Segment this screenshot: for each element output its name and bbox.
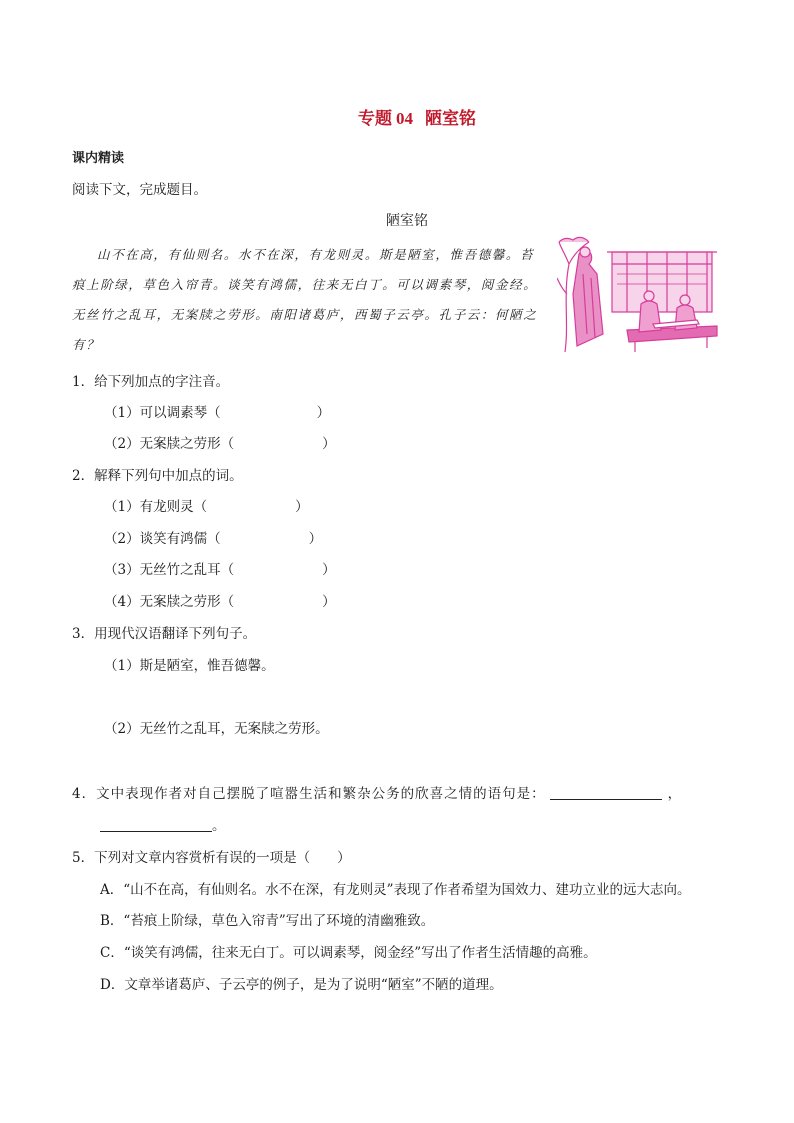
question-2-item-2: （2）谈笑有鸿儒（ ） <box>104 531 323 547</box>
title-name: 陋室铭 <box>425 109 476 129</box>
question-2-item-4: （4）无案牍之劳形（ ） <box>104 594 336 610</box>
question-4-continuation: 。 <box>100 814 226 834</box>
answer-blank-2[interactable] <box>100 817 212 832</box>
question-3-item-1: （1）斯是陋室，惟吾德馨。 <box>104 658 275 674</box>
question-1-stem: 1．给下列加点的字注音。 <box>72 374 230 390</box>
page-title <box>0 104 794 129</box>
question-5-option-a: A．“山不在高，有仙则名。水不在深，有龙则灵”表现了作者希望为国效力、建功立业的远大志向。 <box>100 882 691 898</box>
question-5-stem: 5．下列对文章内容赏析有误的一项是（ ） <box>72 850 351 866</box>
question-4-stem: 4．文中表现作者对自己摆脱了喧嚣生活和繁杂公务的欣喜之情的语句是： ， <box>72 786 683 802</box>
question-1-item-2: （2）无案牍之劳形（ ） <box>104 436 336 452</box>
question-2-item-3: （3）无丝竹之乱耳（ ） <box>104 562 336 578</box>
section-heading: 课内精读 <box>72 151 125 166</box>
question-5-option-b: B．“苔痕上阶绿，草色入帘青”写出了环境的清幽雅致。 <box>100 913 435 929</box>
question-5-option-d: D．文章举诸葛庐、子云亭的例子，是为了说明“陋室”不陋的道理。 <box>100 977 503 993</box>
question-3-item-2: （2）无丝竹之乱耳，无案牍之劳形。 <box>104 721 329 737</box>
passage-title: 陋室铭 <box>386 213 428 229</box>
title-prefix: 专题 <box>358 109 392 129</box>
question-3-stem: 3．用现代汉语翻译下列句子。 <box>72 626 257 642</box>
question-2-stem: 2．解释下列句中加点的词。 <box>72 468 243 484</box>
question-2-item-1: （1）有龙则灵（ ） <box>104 499 309 515</box>
instruction: 阅读下文，完成题目。 <box>72 182 207 198</box>
question-5-option-c: C．“谈笑有鸿儒，往来无白丁。可以调素琴，阅金经”写出了作者生活情趣的高雅。 <box>100 945 597 961</box>
illustration-scholar-image <box>557 234 719 354</box>
question-1-item-1: （1）可以调素琴（ ） <box>104 405 331 421</box>
title-number: 04 <box>396 109 413 128</box>
answer-blank-1[interactable] <box>550 785 662 800</box>
passage-text: 山不在高，有仙则名。水不在深，有龙则灵。斯是陋室，惟吾德馨。苔痕上阶绿，草色入帘青。谈笑有鸿儒，往来无白丁。可以调素琴，阅金经。无丝竹之乱耳，无案牍之劳形。南阳诸葛庐，西蜀子云亭。孔子云：何陋之有？ <box>72 247 538 352</box>
